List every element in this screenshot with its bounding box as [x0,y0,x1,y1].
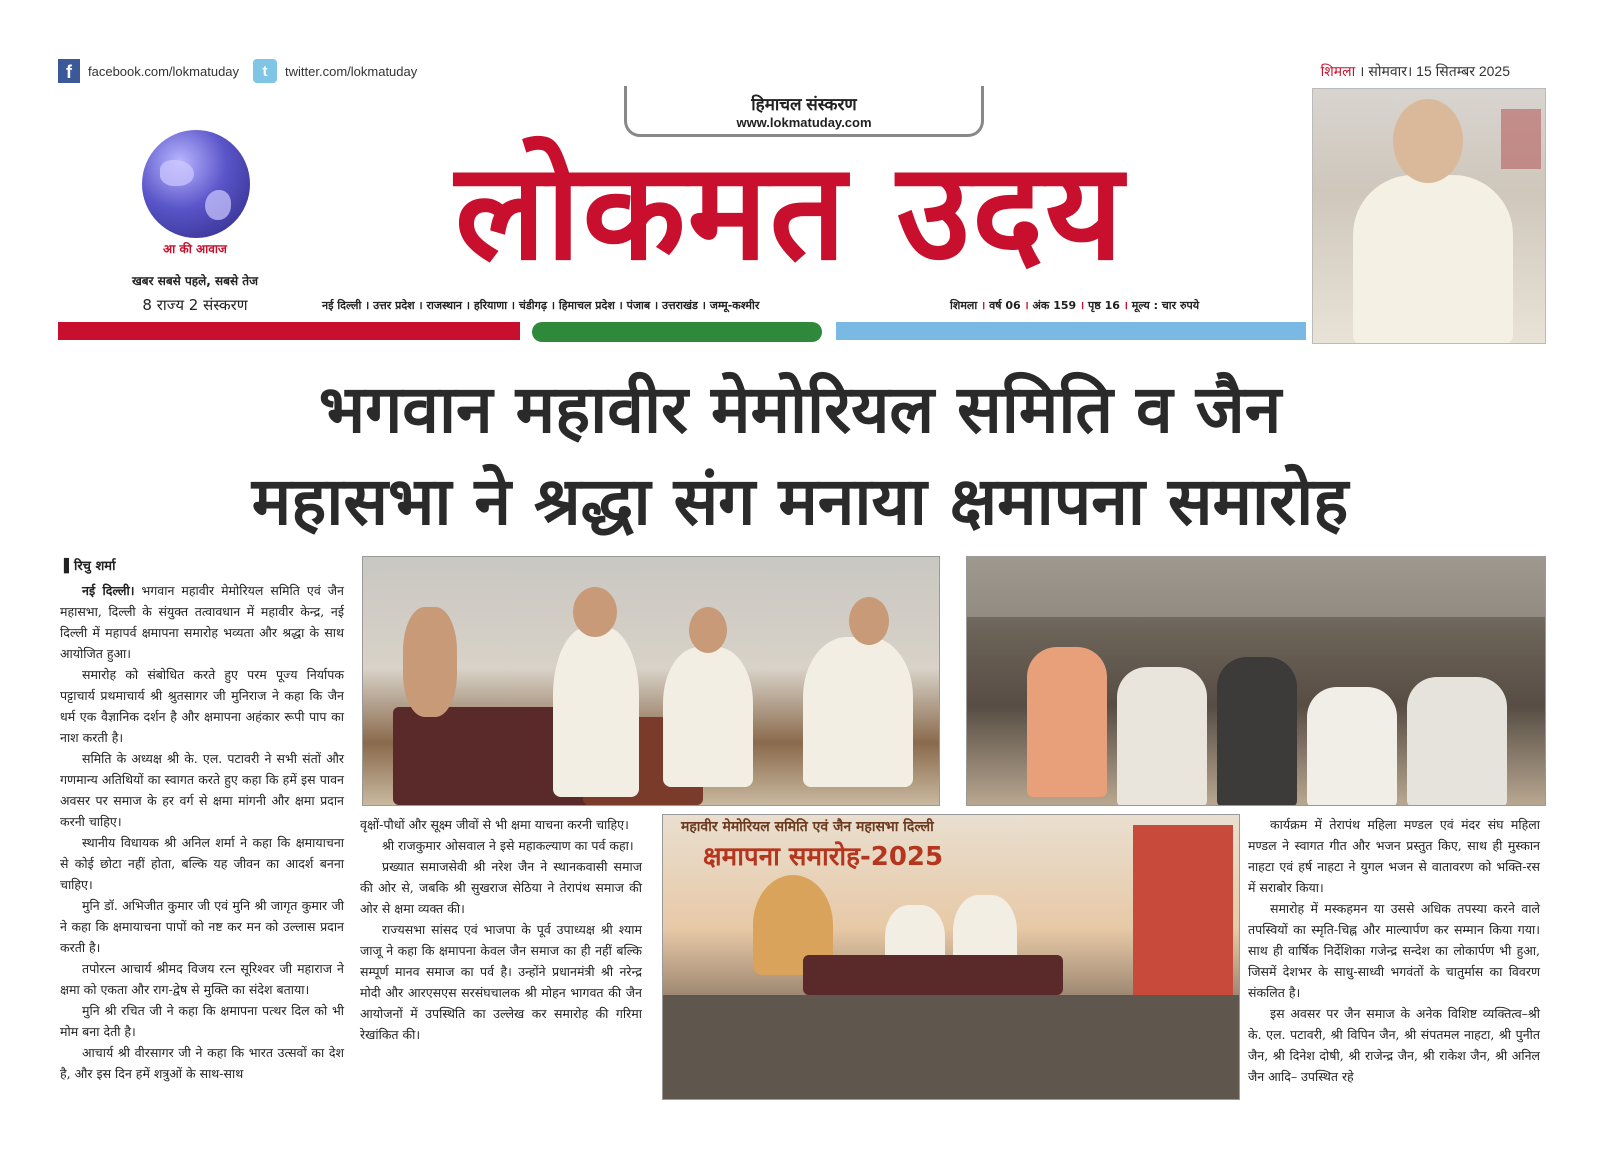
states-list: नई दिल्ली । उत्तर प्रदेश । राजस्थान । हरियाणा । चंडीगढ़ । हिमाचल प्रदेश । पंजाब । उत्तराखंड । जम्मू-कश्मीर [322,299,760,312]
photo-shape [663,647,753,787]
issue-price: मूल्य : चार रुपये [1131,299,1200,312]
twitter-link[interactable]: twitter.com/lokmatuday [285,63,418,79]
paragraph: समारोह को संबोधित करते हुए परम पूज्य निर्यापक पट्टाचार्य प्रथमाचार्य श्री श्रुतसागर जी मुनिराज ने कहा कि जैन धर्म एक वैज्ञानिक दर्शन है और क्षमापना अहंकार रूपी पाप का नाश करती है। [60,667,344,745]
paragraph: समिति के अध्यक्ष श्री के. एल. पटावरी ने सभी संतों और गणमान्य अतिथियों का स्वागत करते हुए कहा कि हमें इस पावन अवसर पर समाज के हर वर्ग से क्षमा मांगनी और क्षमा प्रदान करनी चाहिए। [60,751,344,829]
paragraph: समारोह में मस्कहमन या उससे अधिक तपस्या करने वाले तपस्वियों का स्मृति-चिह्न और माल्यार्पण कर सम्मान किया गया। साथ ही वार्षिक निर्देशिका गजेन्द्र सन्देश का लोकार्पण भी हुआ, जिसमें देशभर के साधु-साध्वी भगवंतों के चातुर्मास का विवरण संकलित है। [1248,901,1540,1000]
photo-stage-monks [362,556,940,806]
article-column-1 [60,580,344,1084]
photo-shape [1133,825,1233,995]
paragraph: स्थानीय विधायक श्री अनिल शर्मा ने कहा कि क्षमायाचना से कोई छोटा नहीं होता, बल्कि यह जीवन का आदर्श बनना चाहिए। [60,835,344,892]
paragraph: प्रख्यात समाजसेवी श्री नरेश जैन ने स्थानकवासी समाज की ओर से, जबकि श्री सुखराज सेठिया ने तेरापंथ समाज की ओर से क्षमा व्यक्त की। [360,859,642,916]
issue-info: शिमला । वर्ष 06 । अंक 159 । पृष्ठ 16 । मूल्य : चार रुपये [950,299,1200,312]
banner-line-1: महावीर मेमोरियल समिति एवं जैन महासभा दिल्ली [681,819,934,835]
photo-shape [1307,687,1397,806]
paragraph: आचार्य श्री वीरसागर जी ने कहा कि भारत उत्सवों का देश है, और इस दिन हमें शत्रुओं के साथ-साथ [60,1045,344,1081]
headline-line-1: भगवान महावीर मेमोरियल समिति व जैन [318,371,1282,448]
facebook-icon[interactable]: f [58,59,80,83]
banner-line-2: क्षमापना समारोह-2025 [703,842,944,872]
article-column-3 [1248,814,1540,1087]
photo-shape [1407,677,1507,806]
photo-shape [573,587,617,637]
paragraph: मुनि श्री रचित जी ने कहा कि क्षमापना पत्थर दिल को भी मोम बना देती है। [60,1003,344,1039]
dateline-lead: नई दिल्ली। [82,583,135,598]
globe-continent [205,190,231,220]
social-links [58,58,417,84]
photo-shape [1117,667,1207,806]
edition-box [624,86,984,137]
article-column-2 [360,814,642,1045]
paragraph: मुनि डॉ. अभिजीत कुमार जी एवं मुनि श्री जागृत कुमार जी ने कहा कि क्षमायाचना पापों को नष्ट कर मन को उल्लास प्रदान करती है। [60,898,344,955]
globe-tagline: आ की आवाज [163,242,227,256]
globe-continent [160,160,194,186]
slogan: खबर सबसे पहले, सबसे तेज [131,274,259,288]
photo-shape [803,955,1063,995]
photo-shape [553,627,639,797]
color-bar-red [58,322,520,340]
issue-year: वर्ष 06 [989,299,1021,312]
article-headline [60,364,1540,548]
website-link[interactable]: www.lokmatuday.com [736,115,872,130]
dateline-date: । सोमवार। 15 सितम्बर 2025 [1355,63,1510,79]
paragraph: इस अवसर पर जैन समाज के अनेक विशिष्ट व्यक्तित्व–श्री के. एल. पटावरी, श्री विपिन जैन, श्री संपतमल नाहटा, श्री पुनीत जैन, श्री दिनेश दोषी, श्री राजेन्द्र जैन, श्री राकेश जैन, श्री अनिल जैन आदि– उपस्थित रहे [1248,1006,1540,1084]
dateline-city: शिमला [1320,63,1356,79]
newspaper-title: लोकमत उदय [455,134,1125,290]
issue-pages: पृष्ठ 16 [1088,299,1120,312]
twitter-icon[interactable]: t [253,59,277,83]
photo-shape [663,995,1239,1099]
photo-backdrop [1501,109,1541,169]
paragraph: नई दिल्ली। भगवान महावीर मेमोरियल समिति एवं जैन महासभा, दिल्ली के संयुक्त तत्वावधान में महावीर केन्द्र, नई दिल्ली में महापर्व क्षमापना समारोह भव्यता और श्रद्धा के साथ आयोजित हुआ। [60,583,344,661]
photo-shape [1027,647,1107,797]
photo-monk-robe [1353,175,1513,344]
issue-city: शिमला [950,299,978,312]
globe-logo [142,130,250,238]
color-bar-green [532,322,822,342]
paragraph: वृक्षों-पौधों और सूक्ष्म जीवों से भी क्षमा याचना करनी चाहिए। [360,817,629,832]
facebook-link[interactable]: facebook.com/lokmatuday [88,63,240,79]
byline: ▌रिचु शर्मा [64,559,116,574]
photo-shape [967,557,1545,617]
editions-count: 8 राज्य 2 संस्करण [142,296,248,314]
photo-shape [803,637,913,787]
paragraph: कार्यक्रम में तेरापंथ महिला मण्डल एवं मंदर संघ महिला मण्डल ने स्वागत गीत और भजन प्रस्तुत किए, साथ ही मुस्कान नाहटा एवं हर्ष नाहटा ने युगल भजन से वातावरण को भक्ति-रस में सराबोर किया। [1248,817,1540,895]
dateline [1321,62,1510,81]
photo-stage-banner [662,814,1240,1100]
masthead-photo-monk [1312,88,1546,344]
photo-shape [403,607,457,717]
photo-monk-head [1393,99,1463,183]
photo-shape [689,607,727,653]
issue-number: अंक 159 [1032,299,1077,312]
photo-shape [849,597,889,645]
headline-line-2: महासभा ने श्रद्धा संग मनाया क्षमापना समारोह [251,463,1349,540]
paragraph: राज्यसभा सांसद एवं भाजपा के पूर्व उपाध्यक्ष श्री श्याम जाजू ने कहा कि क्षमापना केवल जैन समाज का ही नहीं बल्कि सम्पूर्ण मानव समाज का पर्व है। उन्होंने प्रधानमंत्री श्री नरेन्द्र मोदी और आरएसएस सरसंघचालक श्री मोहन भागवत की जैन आयोजनों में उपस्थिति का उल्लेख कर समारोह की गरिमा रेखांकित की। [360,922,642,1042]
photo-audience [966,556,1546,806]
color-bar-blue [836,322,1306,340]
photo-shape [1217,657,1297,806]
paragraph: तपोरत्न आचार्य श्रीमद विजय रत्न सूरिश्वर जी महाराज ने क्षमा को एकता और राग-द्वेष से मुक्ति का संदेश बताया। [60,961,344,997]
paragraph: श्री राजकुमार ओसवाल ने इसे महाकल्याण का पर्व कहा। [382,838,634,853]
edition-label: हिमाचल संस्करण [751,95,857,114]
